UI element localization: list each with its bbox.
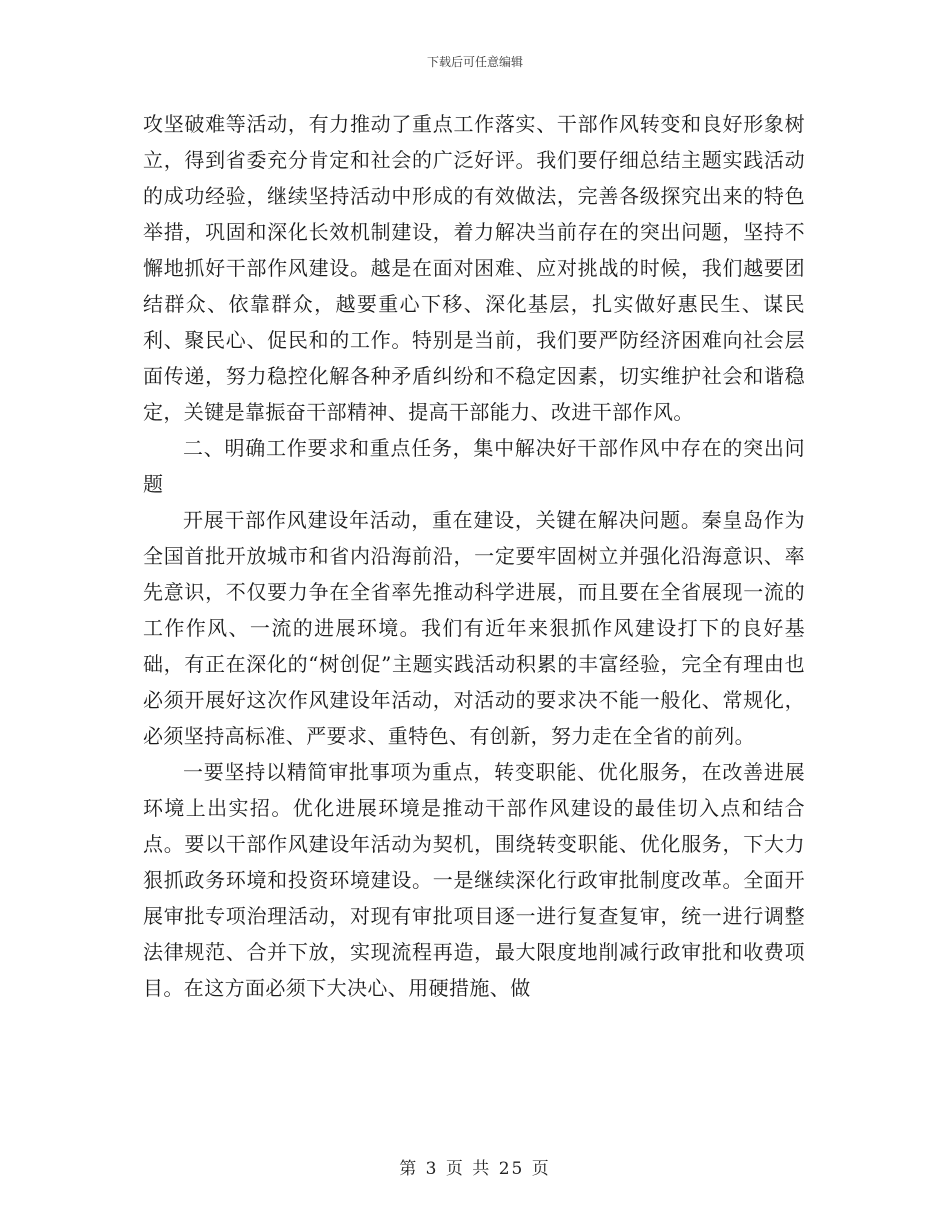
paragraph: 开展干部作风建设年活动，重在建设，关键在解决问题。秦皇岛作为全国首批开放城市和省内沿海前沿，一定要牢固树立并强化沿海意识、率先意识，不仅要力争在全省率先推动科学进展，而且要在全省展现一流的工作作风、一流的进展环境。我们有近年来狠抓作风建设打下的良好基础，有正在深化的“树创促”主题实践活动积累的丰富经验，完全有理由也必须开展好这次作风建设年活动，对活动的要求决不能一般化、常规化，必须坚持高标准、严要求、重特色、有创新，努力走在全省的前列。	[143, 508, 805, 748]
paragraph: 一要坚持以精简审批事项为重点，转变职能、优化服务，在改善进展环境上出实招。优化进展环境是推动干部作风建设的最佳切入点和结合点。要以干部作风建设年活动为契机，围绕转变职能、优化服务，下大力狠抓政务环境和投资环境建设。一是继续深化行政审批制度改革。全面开展审批专项治理活动，对现有审批项目逐一进行复查复审，统一进行调整法律规范、合并下放，实现流程再造，最大限度地削减行政审批和收费项目。在这方面必须下大决心、用硬措施、做	[143, 760, 805, 1000]
paragraph-continued: 攻坚破难等活动，有力推动了重点工作落实、干部作风转变和良好形象树立，得到省委充分肯定和社会的广泛好评。我们要仔细总结主题实践活动的成功经验，继续坚持活动中形成的有效做法，完善各级探究出来的特色举措，巩固和深化长效机制建设，着力解决当前存在的突出问题，坚持不懈地抓好干部作风建设。越是在面对困难、应对挑战的时候，我们越要团结群众、依靠群众，越要重心下移、深化基层，扎实做好惠民生、谋民利、聚民心、促民和的工作。特别是当前，我们要严防经济困难向社会层面传递，努力稳控化解各种矛盾纠纷和不稳定因素，切实维护社会和谐稳定，关键是靠振奋干部精神、提高干部能力、改进干部作风。	[143, 112, 805, 424]
document-body	[143, 106, 805, 1006]
section-heading: 二、明确工作要求和重点任务，集中解决好干部作风中存在的突出问题	[143, 436, 805, 496]
page-header-note: 下载后可任意编辑	[426, 55, 523, 69]
page-number: 第 3 页 共 25 页	[399, 1159, 551, 1179]
